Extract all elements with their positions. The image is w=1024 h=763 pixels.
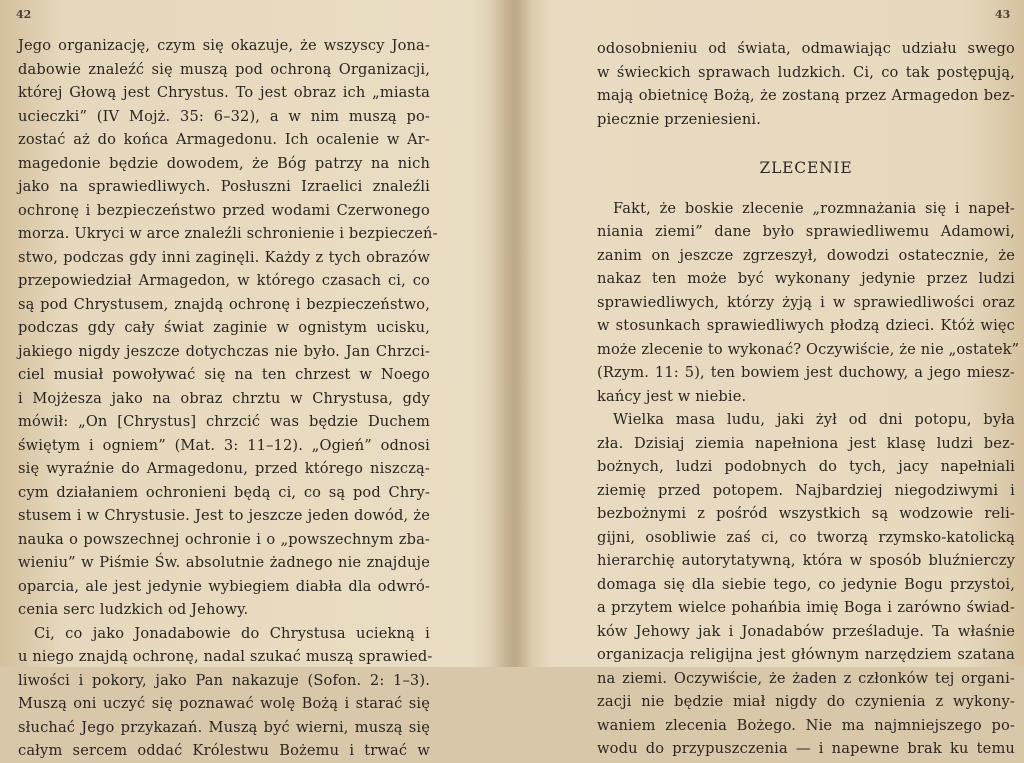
text-line: odosobnieniu od świata, odmawiając udziału swego: [597, 40, 1015, 57]
text-line: świętym i ogniem” (Mat. 3: 11–12). „Ogień” odnosi: [18, 436, 430, 454]
text-line: całym sercem oddać Królestwu Bożemu i trwać w: [18, 742, 430, 759]
text-line: u niego znajdą ochronę, nadal szukać muszą sprawied-: [18, 648, 433, 665]
text-line: zacji nie będzie miał nigdy do czynienia z wykony-: [597, 693, 1015, 710]
text-line: przepowiedział Armagedon, w którego czasach ci, co: [18, 272, 430, 289]
text-line: ochronę i bezpieczeństwo przed wodami Czerwonego: [18, 201, 430, 219]
text-line: wodu do przypuszczenia — i napewne brak ku temu: [597, 740, 1015, 757]
text-line: słuchać Jego przykazań. Muszą być wierni, muszą się: [18, 718, 430, 736]
text-line: cym działaniem ochronieni będą ci, co są pod Chry-: [18, 483, 430, 501]
text-line: bożnych, ludzi podobnych do tych, jacy napełniali: [597, 458, 1015, 475]
text-line: Ci, co jako Jonadabowie do Chrystusa uciekną i: [34, 624, 430, 642]
text-line: domaga się dla siebie tego, co jedynie Bogu przystoi,: [597, 575, 1015, 593]
right-page-number: 43: [995, 8, 1011, 21]
text-line: magedonie będzie dowodem, że Bóg patrzy na nich: [18, 154, 430, 172]
text-line: i Mojżesza jako na obraz chrztu w Chrystusa, gdy: [18, 389, 430, 407]
text-line: się wyraźnie do Armagedonu, przed którego niszczą-: [18, 460, 430, 477]
text-line: na ziemi. Oczywiście, że żaden z członków tej organi-: [597, 669, 1015, 687]
left-page-number: 42: [16, 8, 32, 21]
text-line: oparcia, ale jest jedynie wybiegiem diabła dla odwró-: [18, 577, 430, 595]
text-line: ków Jehowy jak i Jonadabów prześladuje. Ta właśnie: [597, 622, 1015, 640]
text-line: a przytem wielce pohańbia imię Boga i zarówno świad-: [597, 599, 1015, 616]
text-line: (Rzym. 11: 5), ten bowiem jest duchowy, a jego miesz-: [597, 364, 1015, 381]
text-line: mają obietnicę Bożą, że zostaną przez Armagedon bez-: [597, 87, 1015, 104]
text-line: Fakt, że boskie zlecenie „rozmnażania się i napeł-: [613, 199, 1015, 217]
text-line: są pod Chrystusem, znajdą ochronę i bezpieczeństwo,: [18, 295, 430, 313]
text-line: stusem i w Chrystusie. Jest to jeszcze jeden dowód, że: [18, 507, 430, 524]
text-line: organizacja religijna jest głównym narzędziem szatana: [597, 646, 1015, 663]
book-gutter: [490, 0, 534, 667]
text-line: podczas gdy cały świat zaginie w ognistym ucisku,: [18, 319, 430, 336]
left-page-text: [18, 34, 438, 763]
text-line: wieniu” w Piśmie Św. absolutnie żadnego nie znajduje: [18, 554, 430, 571]
right-page-text: [597, 37, 1020, 761]
text-line: nakaz ten może być wykonany jedynie przez ludzi: [597, 270, 1015, 287]
text-line: w świeckich sprawach ludzkich. Ci, co tak postępują,: [597, 63, 1015, 81]
text-line: nauka o powszechnej ochronie i o „powszechnym zba-: [18, 530, 430, 548]
text-line: Jego organizację, czym się okazuje, że wszyscy Jona-: [18, 37, 430, 54]
text-line: której Głową jest Chrystus. To jest obraz ich „miasta: [18, 84, 430, 101]
text-line: gijni, osobliwie zaś ci, co tworzą rzymsko-katolicką: [597, 528, 1015, 546]
text-line: dabowie znaleźć się muszą pod ochroną Organizacji,: [18, 60, 430, 78]
text-line: waniem zlecenia Bożego. Nie ma najmniejszego po-: [597, 716, 1015, 734]
text-line: bezbożnymi z pośród wszystkich są wodzowie reli-: [597, 505, 1015, 522]
text-line: ciel musiał powoływać się na ten chrzest w Noego: [18, 366, 430, 383]
text-line: cenia serc ludzkich od Jehowy.: [18, 601, 249, 618]
text-line: zła. Dzisiaj ziemia napełniona jest klasę ludzi bez-: [597, 434, 1015, 452]
right-page-paragraph-top: [597, 37, 1015, 131]
section-heading: ZLECENIE: [759, 159, 853, 177]
text-line: ucieczki” (IV Mojż. 35: 6–32), a w nim muszą po-: [18, 107, 430, 125]
text-line: kańcy jest w niebie.: [597, 387, 747, 405]
text-line: morza. Ukryci w arce znaleźli schronienie i bezpieczeń-: [18, 225, 438, 242]
text-line: stwo, podczas gdy inni zaginęli. Każdy z tych obrazów: [18, 248, 430, 266]
text-line: sprawiedliwych, którzy żyją i w sprawiedliwości oraz: [597, 293, 1015, 311]
text-line: mówił: „On [Chrystus] chrzcić was będzie Duchem: [18, 413, 430, 430]
text-line: niania ziemi” dane było sprawiedliwemu Adamowi,: [597, 223, 1015, 240]
text-line: zanim on jeszcze zgrzeszył, dowodzi ostatecznie, że: [597, 246, 1015, 264]
text-line: piecznie przeniesieni.: [597, 110, 761, 128]
text-line: jakiego nigdy jeszcze dotychczas nie było. Jan Chrzci-: [18, 342, 430, 360]
text-line: hierarchię autorytatywną, która w sposób bluźnierczy: [597, 552, 1015, 569]
text-line: może zlecenie to wykonać? Oczywiście, że nie „ostatek”: [597, 340, 1020, 358]
text-line: liwości i pokory, jako Pan nakazuje (Sofon. 2: 1–3).: [18, 671, 430, 689]
text-line: ziemię przed potopem. Najbardziej niegodziwymi i: [597, 481, 1015, 499]
right-page-paragraphs: [597, 197, 1020, 761]
text-line: w stosunkach sprawiedliwych płodzą dzieci. Któż więc: [597, 317, 1015, 334]
text-line: Muszą oni uczyć się poznawać wolę Bożą i starać się: [18, 695, 430, 712]
text-line: Wielka masa ludu, jaki żył od dni potopu, była: [613, 411, 1015, 428]
text-line: zostać aż do końca Armagedonu. Ich ocalenie w Ar-: [18, 131, 430, 148]
text-line: jako na sprawiedliwych. Posłuszni Izraelici znaleźli: [18, 178, 430, 195]
